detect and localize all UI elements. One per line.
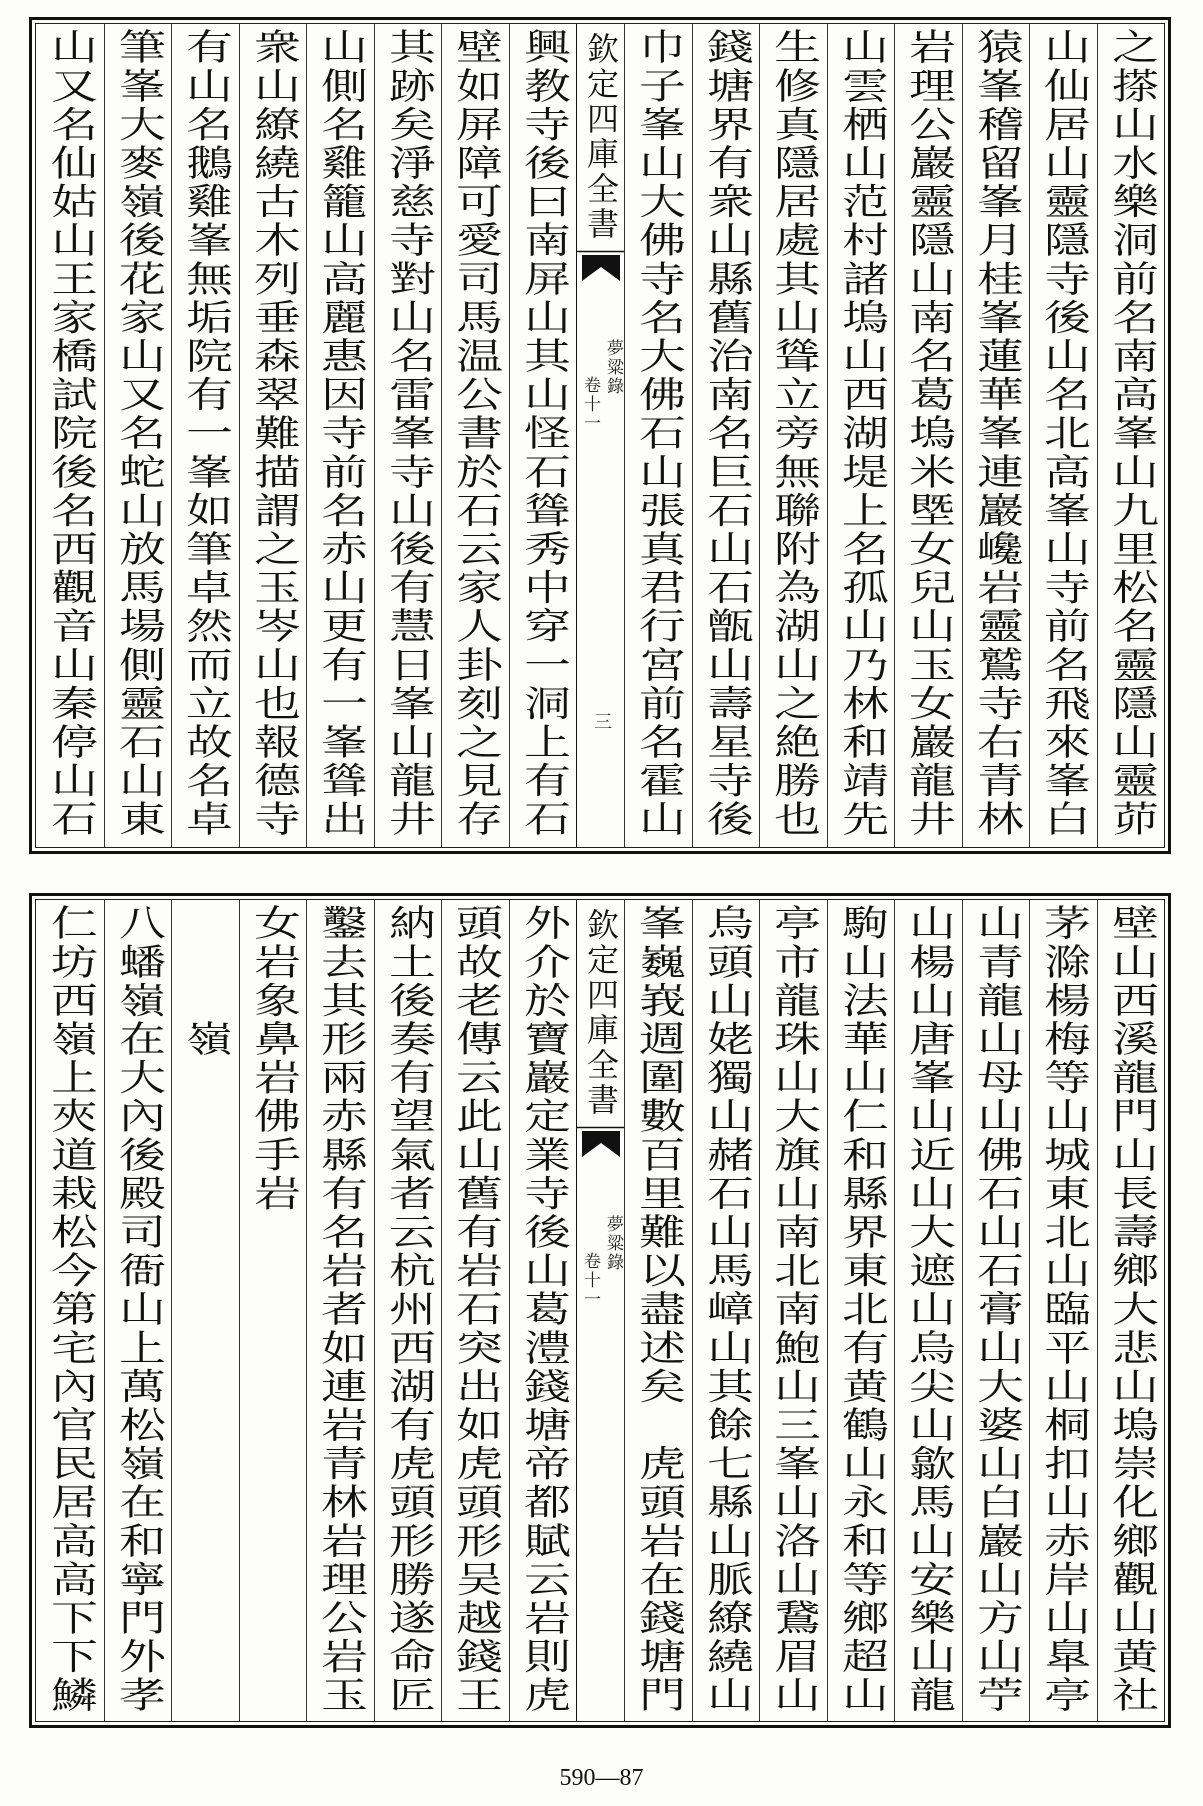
text-column [1029, 900, 1097, 1721]
text-column [692, 24, 760, 847]
reprint-page-reference: 590—87 [559, 1765, 644, 1791]
text-column [441, 900, 509, 1721]
fold-gutter [576, 900, 624, 1721]
column-text: 有山名鵝雞峯無垢院有一峯如筆卓然而立故名卓 [179, 28, 233, 839]
column-text: 頭故老傳云此山舊有岩石突出如虎頭形吴越錢王 [449, 904, 503, 1715]
text-column [239, 900, 307, 1721]
text-column [306, 24, 374, 847]
text-column [894, 900, 962, 1721]
juan-label: 卷十一 [580, 376, 600, 433]
text-column [759, 24, 827, 847]
column-text: 猿峯稽留峯月桂峯蓮華峯連巖巉岩靈鷲寺右青林 [969, 28, 1024, 839]
column-text: 山仙居山靈隱寺後山名北高峯山寺前名飛來峯白 [1037, 28, 1091, 839]
column-text: 之搽山水樂洞前名南高峯山九里松名靈隱山靈茆 [1104, 28, 1159, 839]
column-text: 亭市龍珠山大旗山南北南鮑山三峯山洛山鵞眉山 [767, 904, 821, 1715]
section-heading-column [171, 900, 239, 1721]
column-text: 鑿去其形兩赤縣有名岩者如連岩青林岩理公岩玉 [314, 904, 368, 1715]
column-text: 筆峯大麥嶺後花家山又名蛇山放馬場側靈石山東 [111, 28, 166, 839]
text-column [171, 24, 239, 847]
column-text: 山側名雞籠山高麗惠因寺前名赤山更有一峯聳出 [314, 28, 368, 839]
column-text: 錢塘界有衆山縣舊治南名巨石山石甑山壽星寺後 [699, 28, 754, 839]
text-column [239, 24, 307, 847]
column-text: 巾子峯山大佛寺名大佛石山張真君行宮前名霍山 [632, 28, 686, 839]
column-text: 納土後奏有望氣者云杭州西湖有虎頭形勝遂命匠 [381, 904, 436, 1715]
bottom-half-page [29, 893, 1171, 1728]
text-column [827, 900, 895, 1721]
text-column [962, 900, 1030, 1721]
column-text: 外介於寶巖定業寺後山葛澧錢塘帝都賦云岩則虎 [516, 904, 571, 1715]
column-text: 山又名仙姑山王家橋試院後名西觀音山秦停山石 [43, 28, 98, 839]
text-column [509, 24, 577, 847]
work-title: 夢粱錄 [603, 1215, 623, 1272]
column-text: 岩理公巖靈隱山南名葛塢米塈女兒山玉女巖龍井 [902, 28, 956, 839]
fishtail-mark-icon [577, 1126, 624, 1160]
text-column [894, 24, 962, 847]
work-title: 夢粱錄 [603, 339, 623, 396]
text-column [36, 900, 104, 1721]
text-column [104, 24, 172, 847]
text-column [509, 900, 577, 1721]
page-number: 三 [591, 712, 612, 732]
column-text: 烏頭山姥獨山赭石山馬嶂山其餘七縣山脈繚繞山 [699, 904, 754, 1715]
text-column [1029, 24, 1097, 847]
column-text: 山雲栖山范村諸塢山西湖堤上名孤山乃林和靖先 [834, 28, 889, 839]
column-text: 仁坊西嶺上夾道栽松今第宅內官民居高高下下鱗 [43, 904, 98, 1715]
column-text: 女岩象鼻岩佛手岩 [246, 904, 301, 1213]
column-text: 峯巍峩週圍數百里難以盡述矣 虎頭岩在錢塘門 [632, 904, 686, 1715]
top-half-page [29, 17, 1171, 854]
column-text: 壁如屏障可愛司馬温公書於石云家人卦刻之見存 [449, 28, 503, 839]
text-column [104, 900, 172, 1721]
column-text: 山楊山唐峯山近山大遮山烏尖山歙馬山安樂山龍 [902, 904, 956, 1715]
text-column [759, 900, 827, 1721]
text-column [962, 24, 1030, 847]
column-text: 生修真隱居處其山聳立旁無聯附為湖山之絶勝也 [767, 28, 821, 839]
text-column [1097, 24, 1165, 847]
text-column [827, 24, 895, 847]
fishtail-mark-icon [577, 250, 624, 284]
text-column [36, 24, 104, 847]
column-text: 衆山繚繞古木列垂森翠難描謂之玉岑山也報德寺 [246, 28, 301, 839]
text-column [624, 900, 692, 1721]
column-text: 山青龍山母山佛石山石膏山大婆山白巖山方山苧 [969, 904, 1024, 1715]
text-column [306, 900, 374, 1721]
column-text: 其跡矣淨慈寺對山名雷峯寺山後有慧日峯山龍井 [381, 28, 436, 839]
text-column [624, 24, 692, 847]
column-grid [35, 23, 1165, 848]
fold-gutter [576, 24, 624, 847]
column-grid [35, 899, 1165, 1722]
column-text: 壁山西溪龍門山長壽鄉大悲山塢崇化鄉觀山黄社 [1104, 904, 1159, 1715]
column-text: 八蟠嶺在大內後殿司衙山上萬松嶺在和寧門外孝 [111, 904, 166, 1715]
text-column [1097, 900, 1165, 1721]
column-text: 茅滁楊梅等山城東北山臨平山桐扣山赤岸山臯亭 [1037, 904, 1091, 1715]
column-text: 駒山法華山仁和縣界東北有黄鶴山永和等鄉超山 [834, 904, 889, 1715]
text-column [374, 900, 442, 1721]
collection-title: 欽定四庫全書 [582, 908, 620, 1118]
text-column [441, 24, 509, 847]
text-column [374, 24, 442, 847]
text-column [692, 900, 760, 1721]
column-text: 興教寺後曰南屏山其山怪石聳秀中穿一洞上有石 [516, 28, 571, 839]
collection-title: 欽定四庫全書 [582, 32, 620, 242]
section-heading: 嶺 [179, 1020, 233, 1059]
juan-label: 卷十一 [580, 1252, 600, 1309]
